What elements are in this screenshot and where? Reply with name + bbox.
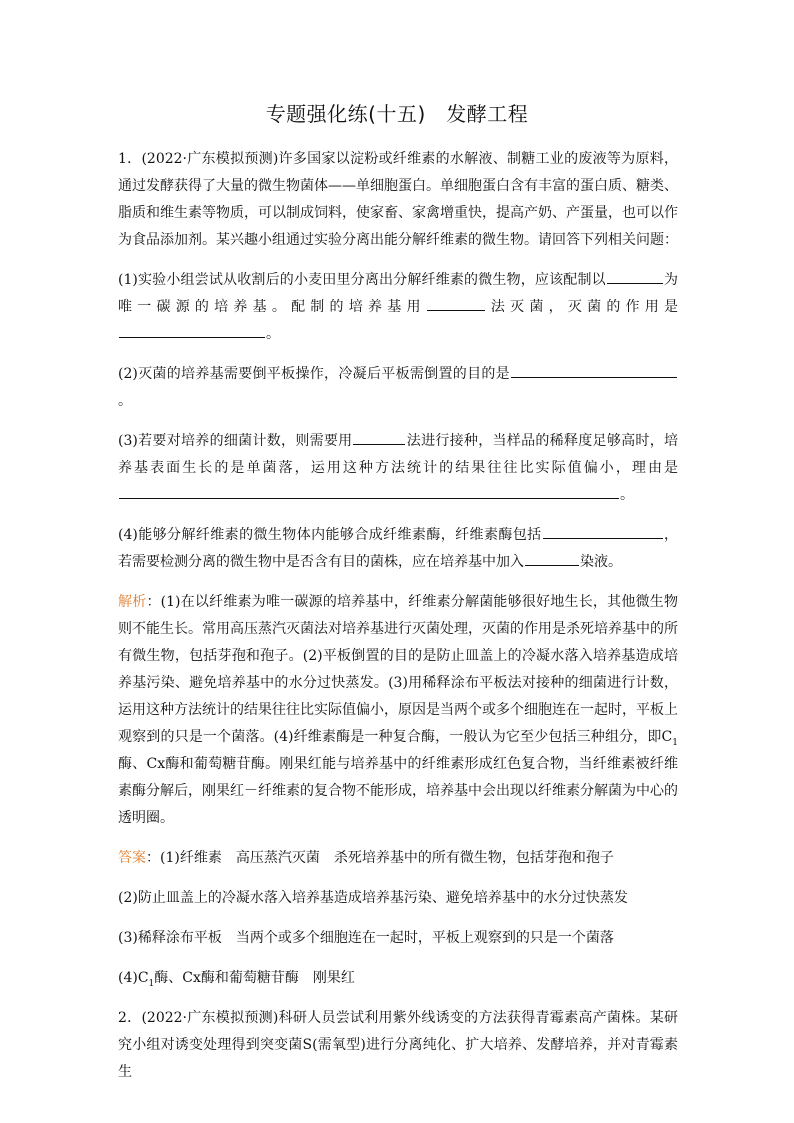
question-1-part-3: (3)若要对培养的细菌计数，则需要用 法进行接种，当样品的稀释度足够高时，培养基表面生长的是单菌落，运用这种方法统计的结果往往比实际值偏小，理由是。	[118, 428, 678, 509]
document-body	[118, 146, 678, 1086]
answer-line-4: $(4)C_1$酶、Cx酶和葡萄糖苷酶 刚果红	[118, 970, 355, 989]
answer-blank	[511, 361, 677, 378]
analysis-label: 解析	[118, 594, 147, 610]
answer-label: 答案	[118, 850, 146, 866]
answer-blank	[543, 522, 663, 539]
answer-blank	[427, 294, 485, 311]
question-1-part-2: (2)灭菌的培养基需要倒平板操作，冷凝后平板需倒置的目的是。	[118, 361, 678, 415]
answer-blank	[353, 428, 405, 445]
question-1-part-4: (4)能够分解纤维素的微生物体内能够合成纤维素酶，纤维素酶包括 ，若需要检测分离的微生物中是否含有目的菌株，应在培养基中加入 染液。	[118, 522, 678, 576]
page-title: 专题强化练(十五) 发酵工程	[265, 102, 529, 126]
answer-line-2: (2)防止皿盖上的冷凝水落入培养基造成培养基污染、避免培养基中的水分过快蒸发	[118, 890, 628, 906]
answer-blank	[607, 267, 663, 284]
answer-line-3: (3)稀释涂布平板 当两个或多个细胞连在一起时，平板上观察到的只是一个菌落	[118, 930, 614, 946]
question-2-stem: 2．(2022·广东模拟预测)科研人员尝试利用紫外线诱变的方法获得青霉素高产菌株。某研究小组对诱变处理得到突变菌S(需氧型)进行分离纯化、扩大培养、发酵培养，并对青霉素生	[118, 1010, 678, 1080]
answer-line-1: 答案：(1)纤维素 高压蒸汽灭菌 杀死培养基中的所有微生物，包括芽孢和孢子	[118, 850, 614, 866]
question-1-part-1: (1)实验小组尝试从收割后的小麦田里分离出分解纤维素的微生物，应该配制以 为唯一碳源的培养基。配制的培养基用 法灭菌，灭菌的作用是。	[118, 267, 678, 348]
question-1-stem: 1．(2022·广东模拟预测)许多国家以淀粉或纤维素的水解液、制糖工业的废液等为原料，通过发酵获得了大量的微生物菌体——单细胞蛋白。单细胞蛋白含有丰富的蛋白质、糖类、脂质和维生素等物质，可以制成饲料，使家畜、家禽增重快，提高产奶、产蛋量，也可以作为食品添加剂。某兴趣小组通过实验分离出能分解纤维素的微生物。请回答下列相关问题：	[118, 151, 678, 248]
answer-blank	[119, 482, 619, 499]
answer-blank	[525, 549, 579, 566]
analysis-paragraph: 解析：(1)在以纤维素为唯一碳源的培养基中，纤维素分解菌能够很好地生长，其他微生物则不能生长。常用高压蒸汽灭菌法对培养基进行灭菌处理，灭菌的作用是杀死培养基中的所有微生物，包括芽孢和孢子。(2)平板倒置的目的是防止皿盖上的冷凝水落入培养基造成培养基污染、避免培养基中的水分过快蒸发。(3)用稀释涂布平板法对接种的细菌进行计数，运用这种方法统计的结果往往比实际值偏小，原因是当两个或多个细胞连在一起时，平板上观察到的只是一个菌落。(4)纤维素酶是一种复合酶，一般认为它至少包括三种组分，即$C_1$酶、Cx酶和葡萄糖苷酶。刚果红能与培养基中的纤维素形成红色复合物，当纤维素被纤维素酶分解后，刚果红－纤维素的复合物不能形成，培养基中会出现以纤维素分解菌为中心的透明圈。	[118, 594, 678, 826]
answer-blank	[119, 321, 265, 338]
